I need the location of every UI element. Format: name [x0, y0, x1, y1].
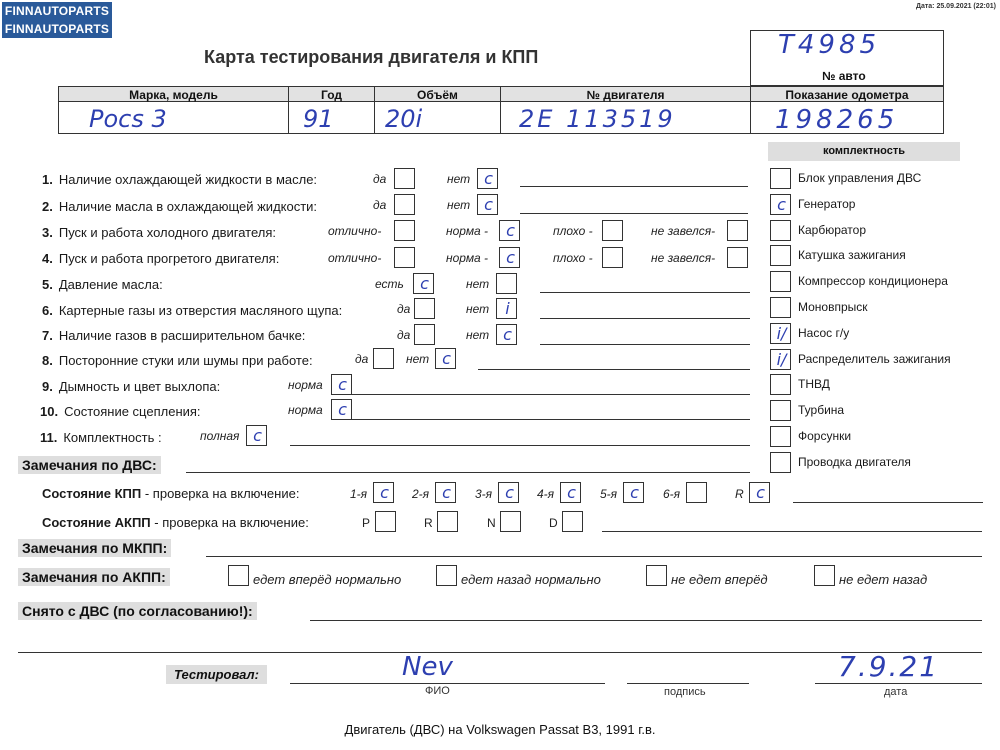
completeness-box[interactable]: [770, 452, 791, 473]
r4-notstarted-box[interactable]: [727, 247, 748, 268]
completeness-box[interactable]: [770, 245, 791, 266]
auto-remarks-label: Замечания по АКПП:: [18, 568, 170, 586]
check-item-label: Наличие охлаждающей жидкости в масле:: [58, 172, 318, 187]
r10-normal-box[interactable]: [331, 399, 352, 420]
auto-gearbox-label: [42, 515, 309, 530]
check-item-label: Пуск и работа прогретого двигателя:: [58, 251, 280, 266]
col-volume-label: Объём: [417, 88, 458, 102]
completeness-item-label: Распределитель зажигания: [798, 352, 951, 366]
completeness-box[interactable]: [770, 168, 791, 189]
auto-number-label: № авто: [822, 69, 866, 83]
r5-no-box[interactable]: [496, 273, 517, 294]
volume-value: 20i: [385, 105, 423, 133]
completeness-heading: комплектность: [768, 142, 960, 161]
vehicle-table: [58, 86, 944, 134]
auto-remarks-option-box[interactable]: [814, 565, 835, 586]
check-item-number: 8.: [42, 353, 53, 368]
r8-no-mark: c: [442, 349, 451, 368]
date-caption: дата: [884, 686, 908, 698]
check-item: [42, 199, 317, 214]
r1-no-label: нет: [447, 172, 471, 186]
check-item: [40, 430, 162, 445]
r10-comment-line: [352, 419, 750, 420]
completeness-box[interactable]: [770, 220, 791, 241]
r4-bad-box[interactable]: [602, 247, 623, 268]
check-item-label: Наличие масла в охлаждающей жидкости:: [58, 199, 318, 214]
check-item-number: 10.: [40, 404, 59, 419]
gear-box[interactable]: [498, 482, 519, 503]
completeness-mark: i/: [776, 324, 787, 343]
check-item-number: 1.: [42, 172, 53, 187]
r2-no-label: нет: [447, 198, 471, 212]
auto-gearbox-label-rest: - проверка на включение:: [150, 515, 309, 530]
check-item: [42, 328, 305, 343]
auto-position-box[interactable]: [562, 511, 583, 532]
r9-normal-box[interactable]: [331, 374, 352, 395]
r2-no-box[interactable]: [477, 194, 498, 215]
completeness-item-label: Блок управления ДВС: [798, 171, 922, 185]
signature-line: [627, 683, 749, 684]
col-engine-number-label: № двигателя: [586, 88, 665, 102]
date-value: 7.9.21: [838, 650, 940, 683]
r8-yes-label: да: [355, 352, 369, 366]
make-model-value: Pocs 3: [89, 105, 167, 133]
r6-yes-label: да: [397, 302, 411, 316]
auto-remarks-option-label: едет назад нормально: [461, 572, 601, 587]
r1-yes-box[interactable]: [394, 168, 415, 189]
auto-position-label: N: [487, 516, 496, 530]
r2-yes-box[interactable]: [394, 194, 415, 215]
completeness-item-label: Катушка зажигания: [798, 248, 906, 262]
completeness-mark: c: [777, 195, 786, 214]
signature-caption: подпись: [664, 686, 706, 698]
gear-label: 2-я: [412, 487, 430, 501]
completeness-item-label: Проводка двигателя: [798, 455, 911, 469]
r11-full-box[interactable]: [246, 425, 267, 446]
check-item: [42, 225, 276, 240]
auto-position-box[interactable]: [500, 511, 521, 532]
gear-mark: c: [756, 483, 765, 502]
year-value: 91: [303, 105, 334, 133]
auto-gearbox-line: [602, 531, 982, 532]
gear-mark: c: [567, 483, 576, 502]
check-item-label: Комплектность :: [63, 430, 162, 445]
auto-remarks-option-label: едет вперёд нормально: [253, 572, 402, 587]
removed-label: Снято с ДВС (по согласованию!):: [18, 602, 257, 620]
col-year-label: Год: [321, 88, 342, 102]
gear-label: 1-я: [350, 487, 368, 501]
r3-excellent-box[interactable]: [394, 220, 415, 241]
check-item-number: 7.: [42, 328, 53, 343]
r9-comment-line: [352, 394, 750, 395]
r6-no-box[interactable]: [496, 298, 517, 319]
completeness-mark: i/: [776, 350, 787, 369]
r9-normal-label: норма: [288, 378, 323, 392]
completeness-box[interactable]: [770, 400, 791, 421]
completeness-item-label: Турбина: [798, 403, 845, 417]
completeness-box[interactable]: [770, 323, 791, 344]
check-item-number: 5.: [42, 277, 53, 292]
check-item-label: Состояние сцепления:: [64, 404, 201, 419]
completeness-item-label: ТНВД: [798, 377, 830, 391]
r7-no-label: нет: [466, 328, 490, 342]
gear-box[interactable]: [435, 482, 456, 503]
gear-box[interactable]: [623, 482, 644, 503]
gear-label: R: [735, 487, 744, 501]
site-logo-shadow: FINNAUTOPARTS: [2, 20, 112, 38]
check-item-number: 11.: [40, 430, 58, 445]
r3-notstarted-label: не завелся-: [651, 224, 716, 238]
col-odometer: [751, 87, 943, 133]
gear-label: 6-я: [663, 487, 681, 501]
r8-yes-box[interactable]: [373, 348, 394, 369]
r7-no-box[interactable]: [496, 324, 517, 345]
r4-normal-label: норма -: [446, 251, 489, 265]
check-item: [42, 251, 279, 266]
check-item-number: 9.: [42, 379, 53, 394]
check-item: [42, 379, 220, 394]
r2-no-mark: c: [484, 195, 493, 214]
check-item: [42, 303, 342, 318]
r7-comment-line: [540, 344, 750, 345]
completeness-item-label: Форсунки: [798, 429, 852, 443]
check-item-number: 2.: [42, 199, 53, 214]
check-item-label: Посторонние стуки или шумы при работе:: [58, 353, 313, 368]
gear-box[interactable]: [560, 482, 581, 503]
manual-remarks-label: Замечания по МКПП:: [18, 539, 171, 557]
completeness-box[interactable]: [770, 297, 791, 318]
col-odometer-label: Показание одометра: [785, 88, 909, 102]
check-item: [42, 172, 317, 187]
manual-gearbox-label: [42, 486, 299, 501]
r8-no-box[interactable]: [435, 348, 456, 369]
check-item: [42, 353, 313, 368]
r8-comment-line: [478, 369, 750, 370]
manual-gearbox-label-bold: Состояние КПП: [42, 486, 142, 501]
auto-position-label: D: [549, 516, 558, 530]
r2-comment-line: [520, 213, 748, 214]
col-year: [289, 87, 375, 133]
gear-mark: c: [630, 483, 639, 502]
check-item: [40, 404, 201, 419]
completeness-box[interactable]: [770, 194, 791, 215]
auto-gearbox-label-bold: Состояние АКПП: [42, 515, 151, 530]
gear-box[interactable]: [686, 482, 707, 503]
manual-gearbox-line: [793, 502, 983, 503]
engine-remarks-line: [186, 472, 750, 473]
r5-comment-line: [540, 292, 750, 293]
r3-bad-box[interactable]: [602, 220, 623, 241]
check-item-label: Пуск и работа холодного двигателя:: [58, 225, 276, 240]
completeness-item-label: Карбюратор: [798, 223, 867, 237]
r5-yes-label: есть: [375, 277, 404, 291]
r1-comment-line: [520, 186, 748, 187]
gear-mark: c: [505, 483, 514, 502]
check-item-number: 4.: [42, 251, 53, 266]
r3-notstarted-box[interactable]: [727, 220, 748, 241]
tester-name-value: Nev: [402, 652, 453, 682]
gear-label: 5-я: [600, 487, 618, 501]
check-item-label: Картерные газы из отверстия масляного щупа:: [58, 303, 343, 318]
r8-no-label: нет: [406, 352, 430, 366]
auto-number-value: T4985: [778, 30, 881, 60]
completeness-item-label: Генератор: [798, 197, 856, 211]
odometer-value: 198265: [775, 105, 899, 135]
check-item-label: Давление масла:: [58, 277, 163, 292]
r3-excellent-label: отлично-: [328, 224, 382, 238]
gear-mark: c: [380, 483, 389, 502]
completeness-item-label: Компрессор кондиционера: [798, 274, 948, 288]
auto-remarks-option-box[interactable]: [228, 565, 249, 586]
completeness-box[interactable]: [770, 271, 791, 292]
r9-normal-mark: c: [338, 375, 347, 394]
col-make-model-label: Марка, модель: [129, 88, 218, 102]
r6-no-label: нет: [466, 302, 490, 316]
r4-bad-label: плохо -: [553, 251, 593, 265]
check-item-label: Наличие газов в расширительном бачке:: [58, 328, 306, 343]
r11-full-label: полная: [200, 429, 240, 443]
r1-yes-label: да: [373, 172, 387, 186]
r5-yes-box[interactable]: [413, 273, 434, 294]
r5-no-label: нет: [466, 277, 490, 291]
col-volume: [375, 87, 501, 133]
gear-box[interactable]: [749, 482, 770, 503]
check-item: [42, 277, 163, 292]
r7-yes-label: да: [397, 328, 411, 342]
completeness-box[interactable]: [770, 349, 791, 370]
check-item-label: Дымность и цвет выхлопа:: [58, 379, 221, 394]
date-line: [815, 683, 982, 684]
completeness-item-label: Моновпрыск: [798, 300, 868, 314]
r10-normal-mark: c: [338, 400, 347, 419]
tester-name-caption: ФИО: [425, 685, 450, 697]
gear-label: 4-я: [537, 487, 555, 501]
auto-position-label: R: [424, 516, 433, 530]
r7-yes-box[interactable]: [414, 324, 435, 345]
col-make-model: [59, 87, 289, 133]
auto-position-box[interactable]: [437, 511, 458, 532]
r1-no-box[interactable]: [477, 168, 498, 189]
gear-mark: c: [442, 483, 451, 502]
auto-remarks-option-box[interactable]: [646, 565, 667, 586]
tester-name-line: [290, 683, 605, 684]
page-caption: Двигатель (ДВС) на Volkswagen Passat B3, 1991 г.в.: [344, 722, 656, 737]
r6-no-mark: i: [505, 299, 510, 318]
r4-excellent-box[interactable]: [394, 247, 415, 268]
page-title: Карта тестирования двигателя и КПП: [204, 47, 539, 67]
r4-notstarted-label: не завелся-: [651, 251, 716, 265]
completeness-box[interactable]: [770, 426, 791, 447]
gear-box[interactable]: [373, 482, 394, 503]
auto-position-label: P: [362, 516, 371, 530]
r7-no-mark: c: [503, 325, 512, 344]
r6-yes-box[interactable]: [414, 298, 435, 319]
engine-remarks-label: Замечания по ДВС:: [18, 456, 161, 474]
auto-position-box[interactable]: [375, 511, 396, 532]
manual-remarks-line: [206, 556, 982, 557]
check-item-number: 6.: [42, 303, 53, 318]
date-stamp: Дата: 25.09.2021 (22:01): [915, 3, 996, 10]
gear-label: 3-я: [475, 487, 493, 501]
r3-bad-label: плохо -: [553, 224, 593, 238]
r3-normal-box[interactable]: [499, 220, 520, 241]
r2-yes-label: да: [373, 198, 387, 212]
manual-gearbox-label-rest: - проверка на включение:: [141, 486, 300, 501]
engine-number-value: 2E 113519: [519, 105, 676, 133]
auto-remarks-option-label: не едет назад: [839, 572, 928, 587]
r4-normal-mark: c: [506, 248, 515, 267]
r3-normal-mark: c: [506, 221, 515, 240]
completeness-item-label: Насос г/у: [798, 326, 850, 340]
auto-remarks-option-box[interactable]: [436, 565, 457, 586]
r4-excellent-label: отлично-: [328, 251, 382, 265]
completeness-box[interactable]: [770, 374, 791, 395]
auto-remarks-option-label: не едет вперёд: [671, 572, 768, 587]
check-item-number: 3.: [42, 225, 53, 240]
r11-comment-line: [290, 445, 750, 446]
r4-normal-box[interactable]: [499, 247, 520, 268]
r11-full-mark: c: [253, 426, 262, 445]
site-logo: FINNAUTOPARTS: [2, 2, 112, 20]
r3-normal-label: норма -: [446, 224, 489, 238]
removed-line-1: [310, 620, 982, 621]
r6-comment-line: [540, 318, 750, 319]
r1-no-mark: c: [484, 169, 493, 188]
r5-yes-mark: c: [420, 274, 429, 293]
tested-by-label: Тестировал:: [166, 665, 267, 684]
col-engine-number: [501, 87, 751, 133]
r10-normal-label: норма: [288, 403, 323, 417]
